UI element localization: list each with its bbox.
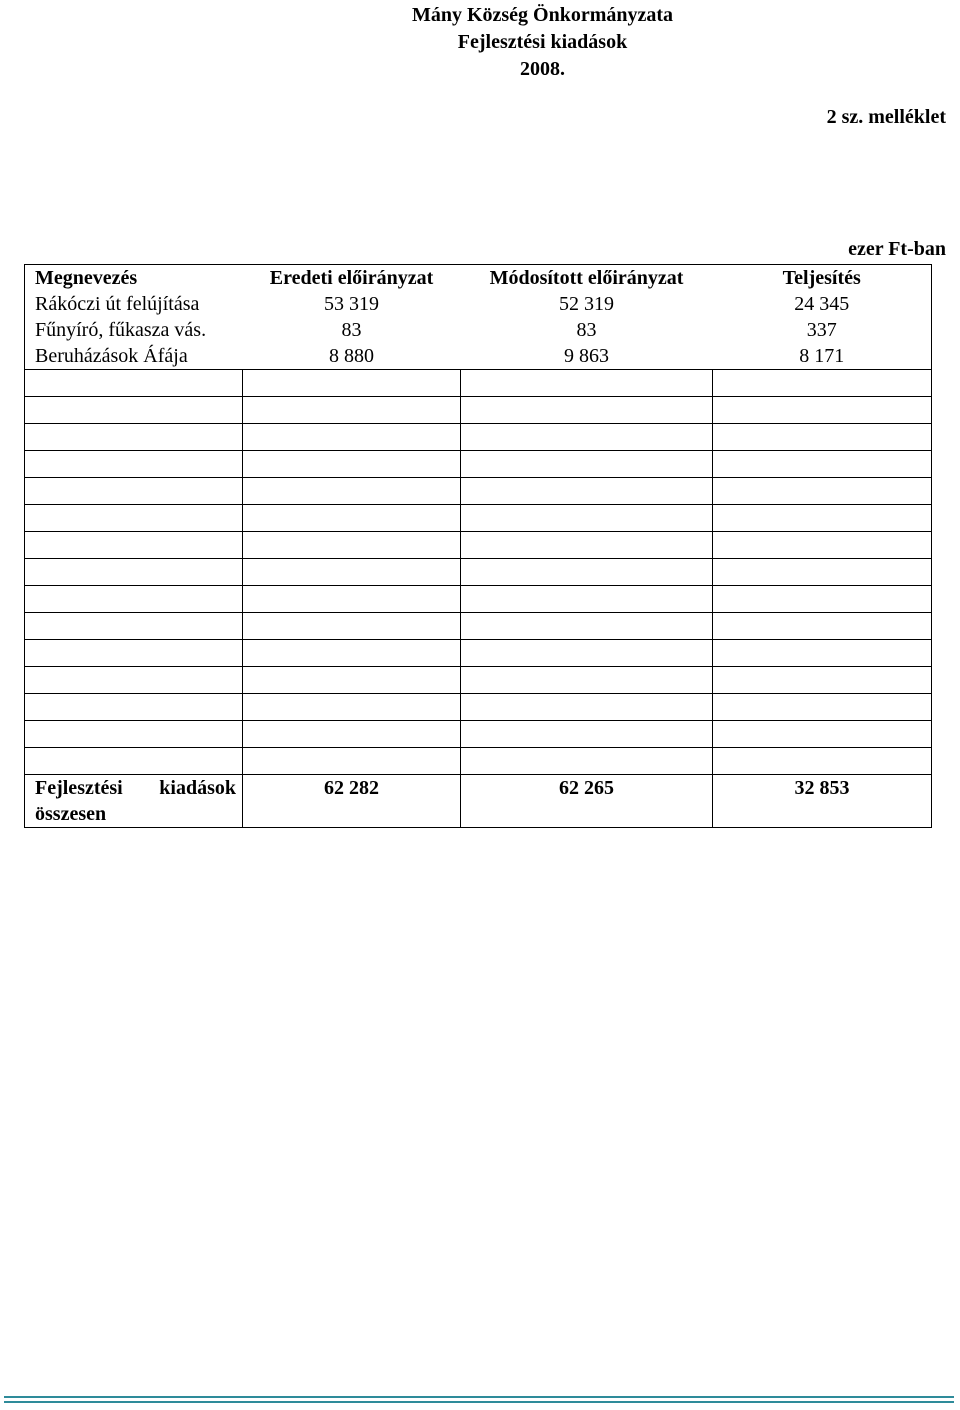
empty-cell xyxy=(243,478,461,505)
empty-cell xyxy=(713,559,932,586)
empty-cell xyxy=(461,559,713,586)
empty-cell xyxy=(713,586,932,613)
empty-cell xyxy=(713,505,932,532)
empty-cell xyxy=(713,451,932,478)
empty-cell xyxy=(713,694,932,721)
empty-cell xyxy=(461,532,713,559)
empty-cell xyxy=(461,613,713,640)
empty-cell xyxy=(713,721,932,748)
empty-cell xyxy=(243,532,461,559)
empty-cell xyxy=(25,451,243,478)
row-modified: 83 xyxy=(576,319,597,341)
table-row xyxy=(25,291,932,317)
empty-cell xyxy=(25,532,243,559)
annex-label: 2 sz. melléklet xyxy=(826,106,946,128)
row-original: 83 xyxy=(341,319,362,341)
column-header-original: Eredeti előirányzat xyxy=(269,267,434,289)
empty-cell xyxy=(713,397,932,424)
empty-cell xyxy=(461,748,713,775)
row-original: 8 880 xyxy=(329,345,374,367)
empty-cell xyxy=(713,640,932,667)
empty-cell xyxy=(461,424,713,451)
empty-cell xyxy=(461,694,713,721)
empty-row xyxy=(25,451,932,478)
empty-cell xyxy=(713,532,932,559)
empty-cell xyxy=(25,424,243,451)
empty-row xyxy=(25,559,932,586)
empty-cell xyxy=(25,667,243,694)
document-title: Fejlesztési kiadások xyxy=(457,31,628,53)
row-modified: 52 319 xyxy=(559,293,614,315)
empty-row xyxy=(25,748,932,775)
empty-cell xyxy=(461,640,713,667)
footer-rule-top xyxy=(4,1396,954,1398)
empty-cell xyxy=(713,613,932,640)
empty-cell xyxy=(713,478,932,505)
table-row xyxy=(25,343,932,370)
empty-row xyxy=(25,424,932,451)
empty-cell xyxy=(243,370,461,397)
empty-row xyxy=(25,532,932,559)
empty-row xyxy=(25,586,932,613)
document-header xyxy=(0,2,960,83)
organization-name: Mány Község Önkormányzata xyxy=(411,4,674,26)
empty-cell xyxy=(243,505,461,532)
empty-cell xyxy=(25,586,243,613)
empty-cell xyxy=(461,478,713,505)
table-row xyxy=(25,317,932,343)
empty-cell xyxy=(461,370,713,397)
empty-cell xyxy=(713,424,932,451)
empty-cell xyxy=(25,559,243,586)
empty-cell xyxy=(713,370,932,397)
row-name: Fűnyíró, fűkasza vás. xyxy=(35,319,207,341)
table-header-row xyxy=(25,265,932,292)
total-row xyxy=(25,775,932,828)
footer-rule-bottom xyxy=(4,1401,954,1403)
column-header-modified: Módosított előirányzat xyxy=(489,267,684,289)
row-actual: 24 345 xyxy=(794,293,850,315)
total-modified: 62 265 xyxy=(461,775,713,828)
empty-cell xyxy=(25,370,243,397)
row-modified: 9 863 xyxy=(564,345,609,367)
empty-cell xyxy=(243,451,461,478)
row-name: Rákóczi út felújítása xyxy=(35,293,200,315)
empty-cell xyxy=(243,748,461,775)
empty-cell xyxy=(25,640,243,667)
empty-cell xyxy=(713,667,932,694)
row-actual: 337 xyxy=(806,319,837,341)
row-original: 53 319 xyxy=(324,293,379,315)
empty-row xyxy=(25,694,932,721)
empty-row xyxy=(25,370,932,397)
empty-cell xyxy=(243,694,461,721)
empty-cell xyxy=(25,694,243,721)
empty-cell xyxy=(25,613,243,640)
empty-row xyxy=(25,505,932,532)
empty-cell xyxy=(243,586,461,613)
empty-cell xyxy=(243,721,461,748)
unit-label: ezer Ft-ban xyxy=(848,238,946,260)
empty-cell xyxy=(713,748,932,775)
empty-cell xyxy=(25,748,243,775)
empty-row xyxy=(25,667,932,694)
column-header-actual: Teljesítés xyxy=(782,267,861,289)
empty-cell xyxy=(243,613,461,640)
row-actual: 8 171 xyxy=(799,345,845,367)
empty-row xyxy=(25,721,932,748)
column-header-name: Megnevezés xyxy=(35,267,138,289)
empty-cell xyxy=(461,451,713,478)
empty-cell xyxy=(461,667,713,694)
empty-cell xyxy=(25,721,243,748)
empty-cell xyxy=(461,505,713,532)
empty-cell xyxy=(243,640,461,667)
empty-cell xyxy=(461,721,713,748)
empty-cell xyxy=(461,586,713,613)
empty-cell xyxy=(25,478,243,505)
empty-cell xyxy=(243,397,461,424)
total-original: 62 282 xyxy=(243,775,461,828)
empty-cell xyxy=(25,397,243,424)
total-label: Fejlesztési kiadások összesen xyxy=(25,775,243,828)
expenditure-table xyxy=(24,264,932,828)
empty-row xyxy=(25,397,932,424)
empty-cell xyxy=(243,424,461,451)
row-name: Beruházások Áfája xyxy=(35,345,188,367)
document-year: 2008. xyxy=(520,58,565,80)
empty-row xyxy=(25,613,932,640)
empty-cell xyxy=(461,397,713,424)
total-actual: 32 853 xyxy=(713,775,932,828)
empty-cell xyxy=(25,505,243,532)
empty-cell xyxy=(243,667,461,694)
empty-row xyxy=(25,640,932,667)
empty-cell xyxy=(243,559,461,586)
empty-row xyxy=(25,478,932,505)
